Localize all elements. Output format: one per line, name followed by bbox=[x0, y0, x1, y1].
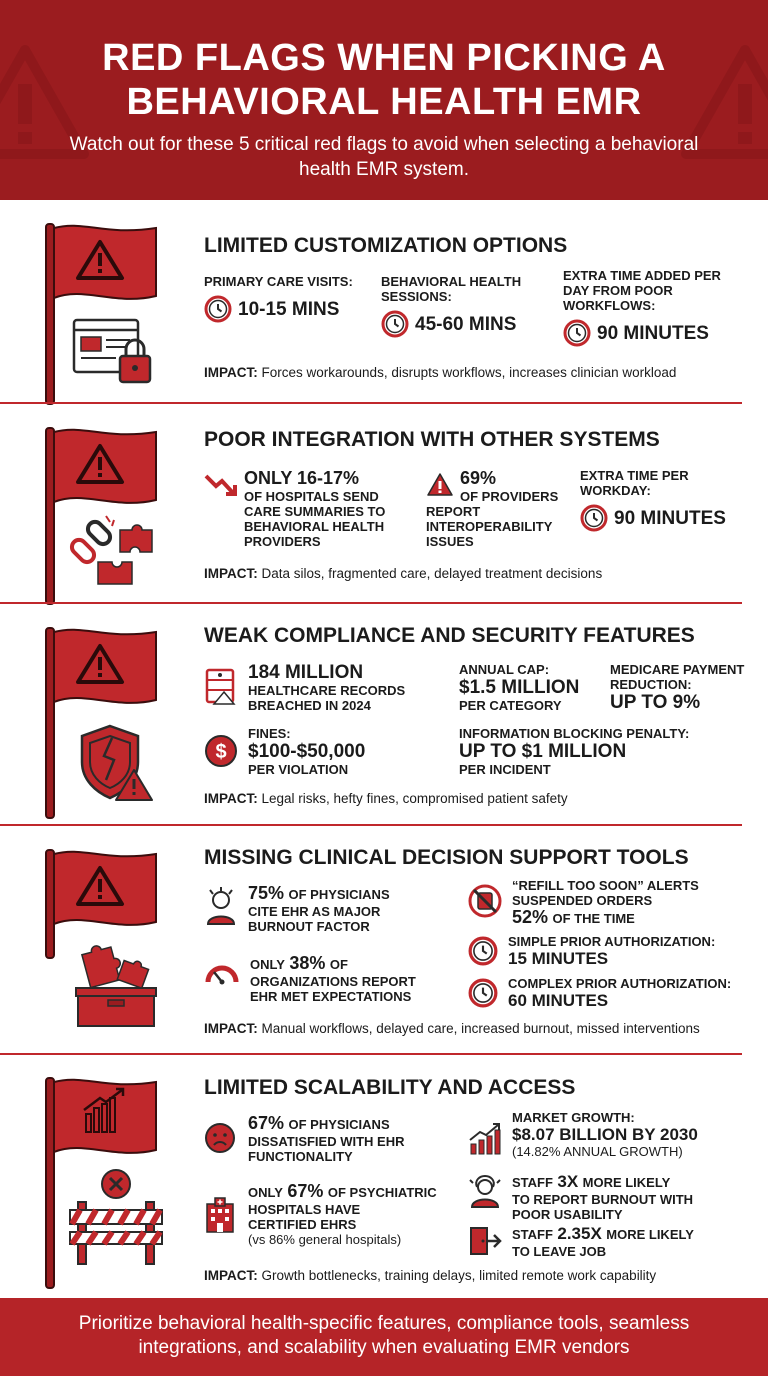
locked-browser-icon bbox=[72, 316, 157, 386]
section-scalability bbox=[0, 1054, 768, 1298]
section-clinical-support bbox=[0, 826, 768, 1054]
section-customization bbox=[0, 200, 768, 405]
clock-icon bbox=[204, 295, 232, 323]
svg-text:$: $ bbox=[215, 741, 227, 763]
stat-value: 15 MINUTES bbox=[508, 949, 609, 968]
page-title bbox=[0, 36, 768, 124]
stat-value: 67% bbox=[287, 1181, 324, 1201]
section-title: MISSING CLINICAL DECISION SUPPORT TOOLS bbox=[204, 846, 689, 869]
stat-behavioral-sessions bbox=[381, 274, 546, 338]
stat-complex-prior-auth bbox=[468, 976, 748, 1010]
clock-icon bbox=[563, 319, 591, 347]
stat-simple-prior-auth bbox=[468, 934, 748, 968]
stat-prefix: STAFF bbox=[512, 1227, 553, 1242]
warning-icon bbox=[426, 472, 454, 498]
stat-prefix: ONLY bbox=[248, 1185, 283, 1200]
stat-label: SIMPLE PRIOR AUTHORIZATION: bbox=[508, 934, 716, 949]
stat-value: 90 MINUTES bbox=[614, 507, 726, 529]
stat-care-summaries bbox=[204, 468, 404, 549]
stat-value: 69% bbox=[460, 468, 497, 488]
stressed-person-icon bbox=[204, 886, 238, 926]
stat-burnout-factor bbox=[204, 884, 444, 934]
stat-market-growth bbox=[468, 1110, 748, 1159]
clock-icon bbox=[381, 310, 409, 338]
clock-icon bbox=[580, 504, 608, 532]
stat-label: EXTRA TIME ADDED PER DAY FROM POOR WORKFLOWS: bbox=[563, 268, 721, 313]
stat-label: OF PSYCHIATRIC bbox=[327, 1185, 437, 1200]
impact-line bbox=[204, 566, 602, 582]
stat-note: (vs 86% general hospitals) bbox=[248, 1232, 402, 1247]
stat-label: OF bbox=[329, 957, 348, 972]
stat-suffix: OF THE TIME bbox=[552, 911, 635, 926]
stat-fines bbox=[204, 726, 444, 777]
no-pills-icon bbox=[468, 884, 502, 918]
stat-value: 45-60 MINS bbox=[415, 313, 517, 335]
stat-label: COMPLEX PRIOR AUTHORIZATION: bbox=[508, 976, 732, 991]
stat-primary-care bbox=[204, 274, 369, 323]
stat-value: 184 MILLION bbox=[248, 662, 364, 683]
stat-label: OF PHYSICIANS bbox=[288, 1117, 390, 1132]
impact-text: Legal risks, hefty fines, compromised patient safety bbox=[261, 791, 568, 806]
page-subtitle: Watch out for these 5 critical red flags to avoid when selecting a behavioral health EMR system. bbox=[69, 134, 699, 180]
stat-value: ONLY 16-17% bbox=[244, 468, 360, 488]
header-banner bbox=[0, 0, 768, 200]
stat-prefix: STAFF bbox=[512, 1175, 553, 1190]
title-line-1: RED FLAGS WHEN PICKING A bbox=[102, 37, 666, 79]
stat-label: MEDICARE PAYMENT REDUCTION: bbox=[610, 662, 745, 692]
section-title: WEAK COMPLIANCE AND SECURITY FEATURES bbox=[204, 624, 695, 647]
trend-down-icon bbox=[204, 472, 238, 500]
impact-line bbox=[204, 1021, 700, 1037]
stat-label: ANNUAL CAP: bbox=[459, 662, 550, 677]
stat-label: OF PROVIDERS bbox=[460, 489, 559, 504]
stat-label-continued: CITE EHR AS MAJOR BURNOUT FACTOR bbox=[248, 904, 381, 934]
stat-physicians-dissatisfied bbox=[204, 1114, 444, 1164]
stat-value: 2.35X bbox=[557, 1224, 602, 1243]
stat-value: $1.5 MILLION bbox=[459, 677, 580, 698]
stat-ehr-expectations bbox=[204, 954, 454, 1004]
stat-label: FINES: bbox=[248, 726, 291, 741]
impact-label: IMPACT: bbox=[204, 365, 258, 380]
stat-staff-burnout bbox=[468, 1172, 748, 1222]
stat-value: 60 MINUTES bbox=[508, 991, 609, 1010]
clock-icon bbox=[468, 936, 498, 966]
section-title: LIMITED CUSTOMIZATION OPTIONS bbox=[204, 234, 568, 257]
broken-link-puzzle-icon bbox=[68, 512, 158, 587]
stat-medicare-reduction bbox=[610, 662, 755, 713]
stat-label: OF HOSPITALS SEND CARE SUMMARIES TO BEHAVIORAL HEALTH PROVIDERS bbox=[244, 489, 386, 549]
stat-value: $100-$50,000 bbox=[248, 741, 366, 762]
impact-label: IMPACT: bbox=[204, 566, 258, 581]
burnout-person-icon bbox=[468, 1174, 502, 1208]
stat-label: PRIMARY CARE VISITS: bbox=[204, 274, 353, 289]
stat-value: $8.07 BILLION BY 2030 bbox=[512, 1125, 698, 1144]
stat-label: HEALTHCARE RECORDS BREACHED IN 2024 bbox=[248, 683, 406, 713]
impact-line bbox=[204, 365, 676, 381]
title-line-2: BEHAVIORAL HEALTH EMR bbox=[126, 81, 642, 123]
stat-label-continued: ORGANIZATIONS REPORT EHR MET EXPECTATIONS bbox=[250, 974, 416, 1004]
stat-label-continued: TO LEAVE JOB bbox=[512, 1244, 607, 1259]
impact-line bbox=[204, 1268, 656, 1284]
stat-prefix: ONLY bbox=[250, 957, 285, 972]
section-title: POOR INTEGRATION WITH OTHER SYSTEMS bbox=[204, 428, 660, 451]
stat-label-continued: REPORT INTEROPERABILITY ISSUES bbox=[426, 504, 553, 549]
impact-label: IMPACT: bbox=[204, 791, 258, 806]
stat-label: EXTRA TIME PER WORKDAY: bbox=[580, 468, 689, 498]
section-title: LIMITED SCALABILITY AND ACCESS bbox=[204, 1076, 576, 1099]
dollar-icon bbox=[204, 734, 238, 768]
stat-value: 10-15 MINS bbox=[238, 298, 340, 320]
stat-label-continued: TO REPORT BURNOUT WITH POOR USABILITY bbox=[512, 1192, 694, 1222]
stat-label: MORE LIKELY bbox=[582, 1175, 671, 1190]
stat-label-continued: DISSATISFIED WITH EHR FUNCTIONALITY bbox=[248, 1134, 405, 1164]
stat-value: 67% bbox=[248, 1113, 285, 1133]
stat-extra-workday bbox=[580, 468, 750, 532]
section-integration bbox=[0, 404, 768, 604]
stat-extra-time bbox=[563, 268, 733, 347]
stat-records-breached bbox=[204, 662, 444, 713]
toolbox-puzzle-icon bbox=[72, 938, 162, 1030]
stat-sub: PER INCIDENT bbox=[459, 762, 551, 777]
stat-info-blocking bbox=[459, 726, 749, 777]
impact-label: IMPACT: bbox=[204, 1021, 258, 1036]
impact-text: Data silos, fragmented care, delayed treatment decisions bbox=[261, 566, 603, 581]
stat-value: 38% bbox=[289, 953, 326, 973]
stat-label: MARKET GROWTH: bbox=[512, 1110, 635, 1125]
barrier-icon bbox=[66, 1166, 166, 1266]
stat-staff-leave bbox=[468, 1224, 748, 1259]
footer-banner bbox=[0, 1298, 768, 1376]
broken-shield-icon bbox=[74, 722, 156, 804]
stat-label: OF PHYSICIANS bbox=[288, 887, 390, 902]
stat-refill-alerts bbox=[468, 878, 748, 928]
stat-value: 90 MINUTES bbox=[597, 322, 709, 344]
stat-value: UP TO $1 MILLION bbox=[459, 741, 627, 762]
impact-text: Growth bottlenecks, training delays, limited remote work capability bbox=[261, 1268, 657, 1283]
impact-text: Manual workflows, delayed care, increased burnout, missed interventions bbox=[261, 1021, 700, 1036]
stat-value: 75% bbox=[248, 883, 285, 903]
stat-value: 52% bbox=[512, 907, 549, 927]
impact-line bbox=[204, 791, 568, 807]
impact-text: Forces workarounds, disrupts workflows, increases clinician workload bbox=[261, 365, 677, 380]
footer-text: Prioritize behavioral health-specific features, compliance tools, seamless integrations, and scalability when evaluating EMR vendors bbox=[78, 1313, 690, 1358]
sad-face-icon bbox=[204, 1122, 236, 1154]
stat-value: 3X bbox=[557, 1172, 579, 1191]
stat-label-continued: HOSPITALS HAVE CERTIFIED EHRS bbox=[248, 1202, 361, 1232]
database-warning-icon bbox=[204, 666, 238, 706]
impact-label: IMPACT: bbox=[204, 1268, 258, 1283]
stat-label: INFORMATION BLOCKING PENALTY: bbox=[459, 726, 690, 741]
clock-icon bbox=[468, 978, 498, 1008]
stat-interoperability bbox=[426, 468, 576, 549]
growth-chart-icon bbox=[468, 1122, 502, 1156]
gauge-icon bbox=[204, 960, 240, 986]
stat-annual-cap bbox=[459, 662, 599, 713]
stat-psychiatric-hospitals bbox=[204, 1182, 464, 1247]
stat-sub: PER VIOLATION bbox=[248, 762, 349, 777]
exit-door-icon bbox=[468, 1226, 502, 1256]
section-compliance bbox=[0, 604, 768, 826]
stat-label: BEHAVIORAL HEALTH SESSIONS: bbox=[381, 274, 522, 304]
stat-sub: PER CATEGORY bbox=[459, 698, 562, 713]
hospital-icon bbox=[204, 1196, 236, 1234]
stat-label: MORE LIKELY bbox=[606, 1227, 694, 1242]
stat-note: (14.82% ANNUAL GROWTH) bbox=[512, 1144, 683, 1159]
stat-label: “REFILL TOO SOON” ALERTS SUSPENDED ORDERS bbox=[512, 878, 699, 908]
stat-value: UP TO 9% bbox=[610, 692, 701, 713]
